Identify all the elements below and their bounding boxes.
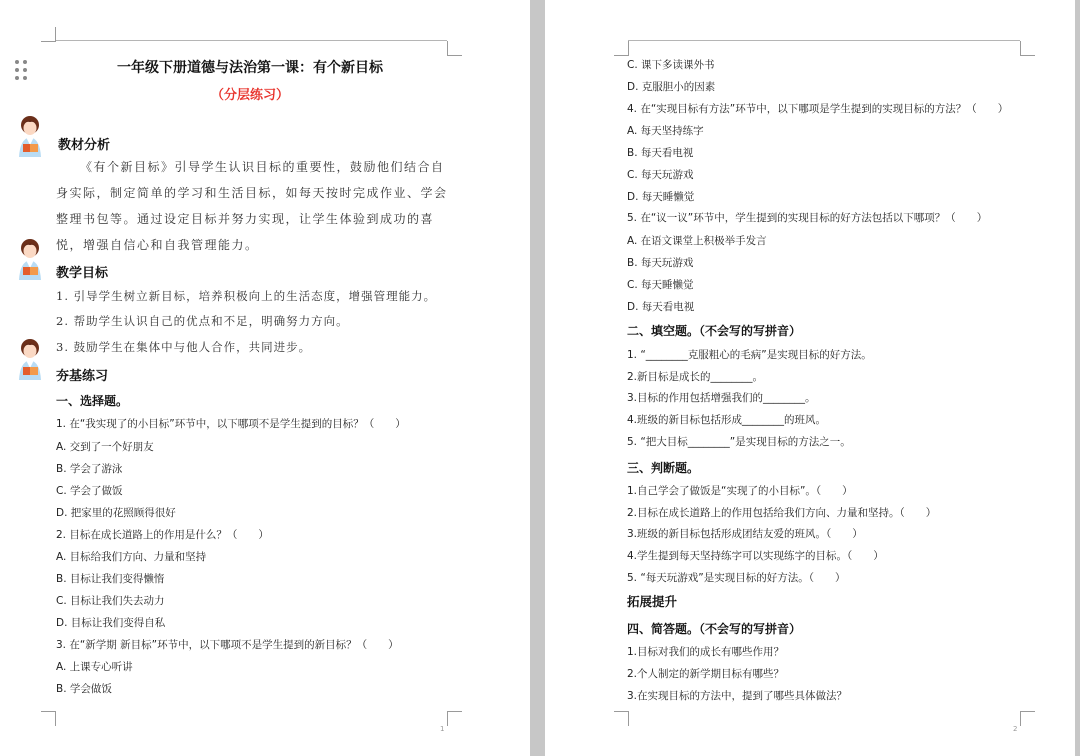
judge-line: 3.班级的新目标包括形成团结友爱的班风。（ ） [627,528,863,540]
option-line: C. 课下多读课外书 [627,59,715,71]
question-line: 4. 在“实现目标有方法”环节中，以下哪项是学生提到的实现目标的方法？（ ） [627,103,1009,115]
option-line: C. 每天睡懒觉 [627,279,694,291]
document-page-2 [545,0,1075,756]
header-line [55,40,447,41]
crop-mark [447,711,462,726]
section-heading: 二、填空题。（不会写的写拼音） [627,324,802,338]
option-line: A. 在语文课堂上积极举手发言 [627,235,767,247]
teacher-girl-icon [15,338,45,380]
short-answer-line: 3.在实现目标的方法中，提到了哪些具体做法？ [627,690,848,702]
analysis-heading: 教材分析 [58,138,111,153]
judge-line: 4.学生提到每天坚持练字可以实现练字的目标。（ ） [627,550,884,562]
drag-handle-icon[interactable] [15,60,29,80]
crop-mark [41,27,56,42]
option-line: C. 每天玩游戏 [627,169,694,181]
judge-line: 2.目标在成长道路上的作用包括给我们方向、力量和坚持。（ ） [627,507,937,519]
objective-item: 2. 帮助学生认识自己的优点和不足，明确努力方向。 [56,314,349,328]
analysis-text: 《有个新目标》引导学生认识目标的重要性，鼓励他们结合自身实际，制定简单的学习和生活目标，如每天按时完成作业、学会整理书包等。通过设定目标并努力实现，让学生体验到成功的喜悦，增强自信心和自我管理能力。 [56,160,448,252]
short-answer-line: 2.个人制定的新学期目标有哪些？ [627,668,785,680]
crop-mark [614,711,629,726]
fill-blank-line: 2.新目标是成长的________。 [627,371,764,383]
fill-blank-line: 5. “把大目标________”是实现目标的方法之一。 [627,436,851,448]
question-line: 1. 在“我实现了的小目标”环节中，以下哪项不是学生提到的目标？（ ） [56,418,406,430]
crop-mark [41,711,56,726]
objective-item: 1. 引导学生树立新目标，培养积极向上的生活态度，增强管理能力。 [56,289,437,303]
section-heading: 四、简答题。（不会写的写拼音） [627,622,802,636]
option-line: C. 目标让我们失去动力 [56,595,165,607]
option-line: D. 每天看电视 [627,301,695,313]
option-line: D. 每天睡懒觉 [627,191,695,203]
page-number: 2 [1013,725,1018,733]
option-line: A. 每天坚持练字 [627,125,704,137]
option-line: B. 学会做饭 [56,683,112,695]
fill-blank-line: 1. “________克服粗心的毛病”是实现目标的好方法。 [627,349,872,361]
objectives-heading: 教学目标 [56,266,109,281]
header-line [628,40,1020,41]
option-line: D. 把家里的花照顾得很好 [56,507,176,519]
question-line: 5. 在“议一议”环节中，学生提到的实现目标的好方法包括以下哪项？（ ） [627,212,988,224]
document-page-1 [0,0,530,756]
page-number: 1 [440,725,445,733]
document-title: 一年级下册道德与法治第一课：有个新目标 [117,60,383,76]
judge-line: 5. “每天玩游戏”是实现目标的好方法。（ ） [627,572,846,584]
option-line: A. 目标给我们方向、力量和坚持 [56,551,207,563]
section-heading: 三、判断题。 [627,461,700,475]
short-answer-line: 1.目标对我们的成长有哪些作用？ [627,646,785,658]
crop-mark [1020,711,1035,726]
option-line: C. 学会了做饭 [56,485,123,497]
option-line: A. 交到了一个好朋友 [56,441,154,453]
crop-mark [447,41,462,56]
crop-mark [1020,41,1035,56]
fill-blank-line: 3.目标的作用包括增强我们的________。 [627,392,816,404]
objective-item: 3. 鼓励学生在集体中与他人合作，共同进步。 [56,340,312,354]
crop-mark [614,41,629,56]
section-heading: 一、选择题。 [56,394,129,408]
option-line: B. 目标让我们变得懒惰 [56,573,165,585]
option-line: B. 每天玩游戏 [627,257,694,269]
extension-heading: 拓展提升 [627,594,678,609]
option-line: D. 目标让我们变得自私 [56,617,166,629]
teacher-girl-icon [15,238,45,280]
fill-blank-line: 4.班级的新目标包括形成________的班风。 [627,414,827,426]
judge-line: 1.自己学会了做饭是“实现了的小目标”。（ ） [627,485,853,497]
option-line: B. 每天看电视 [627,147,694,159]
document-subtitle: （分层练习） [210,88,289,103]
question-line: 2. 目标在成长道路上的作用是什么？（ ） [56,529,269,541]
question-line: 3. 在“新学期 新目标”环节中，以下哪项不是学生提到的新目标？（ ） [56,639,399,651]
teacher-girl-icon [15,115,45,157]
option-line: A. 上课专心听讲 [56,661,133,673]
option-line: D. 克服胆小的因素 [627,81,716,93]
practice-heading: 夯基练习 [56,369,109,384]
option-line: B. 学会了游泳 [56,463,123,475]
